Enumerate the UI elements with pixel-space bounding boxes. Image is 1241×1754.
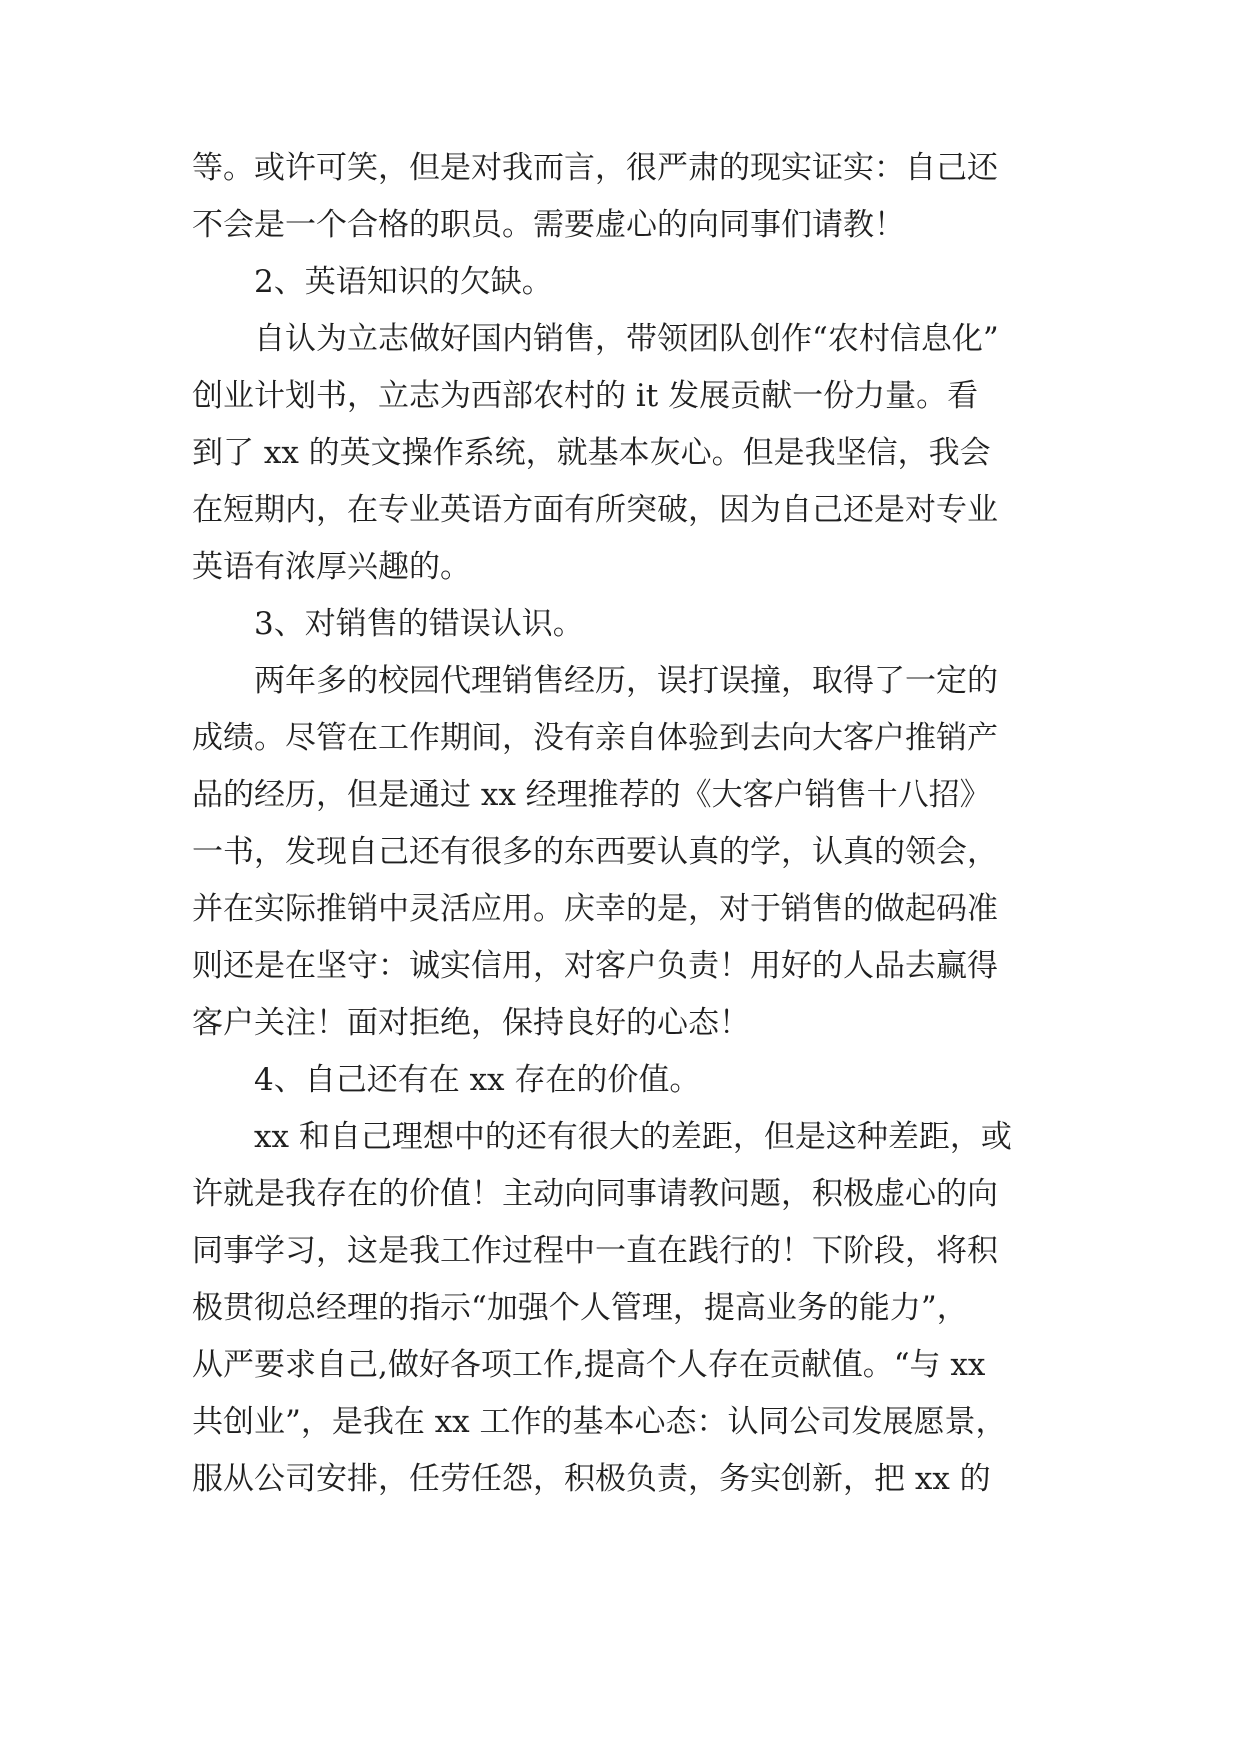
text-line: 品的经历，但是通过 xx 经理推荐的《大客户销售十八招》 (192, 777, 991, 813)
text-line: 一书，发现自己还有很多的东西要认真的学，认真的领会， (192, 834, 998, 870)
text-line: 自认为立志做好国内销售，带领团队创作“农村信息化” (254, 321, 999, 357)
text-line: 共创业”，是我在 xx 工作的基本心态：认同公司发展愿景， (192, 1404, 1007, 1440)
text-line: 则还是在坚守：诚实信用，对客户负责！用好的人品去赢得 (192, 948, 998, 984)
text-line: 并在实际推销中灵活应用。庆幸的是，对于销售的做起码准 (192, 891, 998, 927)
text-line: 从严要求自己,做好各项工作,提高个人存在贡献值。“与 xx (192, 1347, 986, 1383)
text-line: 许就是我存在的价值！主动向同事请教问题，积极虚心的向 (192, 1176, 998, 1212)
text-line: 成绩。尽管在工作期间，没有亲自体验到去向大客户推销产 (192, 720, 998, 756)
text-line: 服从公司安排，任劳任怨，积极负责，务实创新，把 xx 的 (192, 1461, 991, 1497)
text-line: 客户关注！面对拒绝，保持良好的心态！ (192, 1005, 750, 1041)
text-line: 极贯彻总经理的指示“加强个人管理，提高业务的能力”， (192, 1290, 968, 1326)
section-heading: 4、自己还有在 xx 存在的价值。 (254, 1062, 701, 1098)
text-line: 创业计划书，立志为西部农村的 it 发展贡献一份力量。看 (192, 378, 979, 414)
text-line: 等。或许可笑，但是对我而言，很严肃的现实证实：自己还 (192, 150, 998, 186)
section-heading: 2、英语知识的欠缺。 (254, 264, 553, 300)
text-line: xx 和自己理想中的还有很大的差距，但是这种差距，或 (254, 1119, 1012, 1155)
section-heading: 3、对销售的错误认识。 (254, 606, 584, 642)
text-line: 不会是一个合格的职员。需要虚心的向同事们请教！ (192, 207, 905, 243)
text-line: 英语有浓厚兴趣的。 (192, 549, 471, 585)
text-line: 同事学习，这是我工作过程中一直在践行的！下阶段，将积 (192, 1233, 998, 1269)
text-line: 到了 xx 的英文操作系统，就基本灰心。但是我坚信，我会 (192, 435, 991, 471)
text-line: 两年多的校园代理销售经历，误打误撞，取得了一定的 (254, 663, 998, 699)
text-line: 在短期内，在专业英语方面有所突破，因为自己还是对专业 (192, 492, 998, 528)
